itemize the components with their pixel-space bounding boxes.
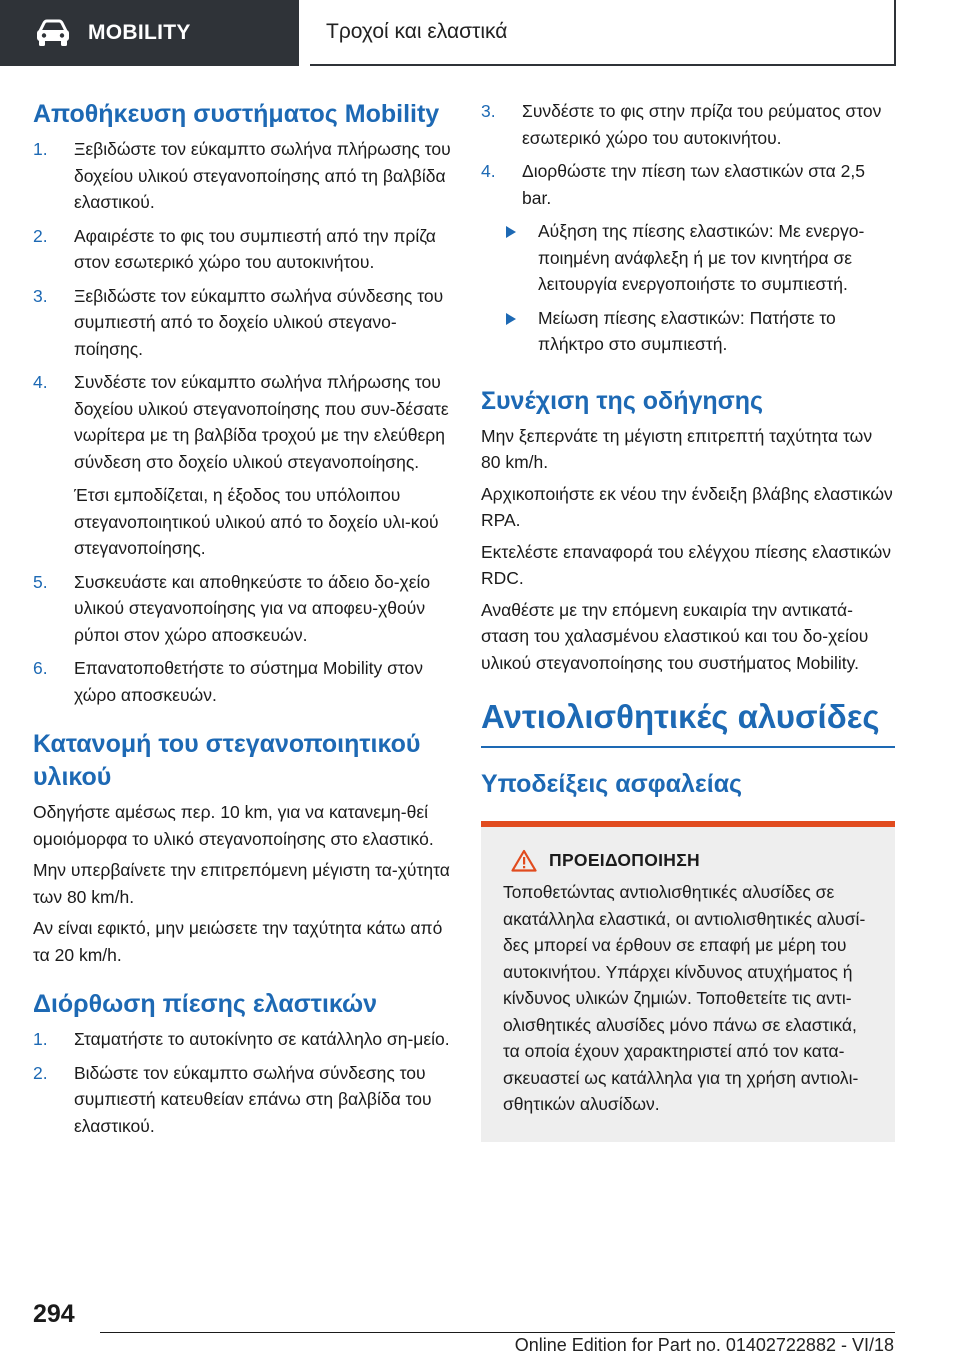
pressure-substeps (481, 218, 895, 358)
step-text: Συνδέστε τον εύκαμπτο σωλήνα πλήρωσης του δοχείου υλικού στεγανοποίησης που συν‐δέσατε νωρίτερα με τη βαλβίδα τροχού με την ελεύθερη σύνδεση στο δοχείο υλικού στεγανοποίησης. (74, 372, 449, 472)
step-number: 2. (33, 225, 48, 246)
pressure-steps-continued (481, 98, 895, 211)
warning-title: ΠΡΟΕΙΔΟΠΟΙΗΣΗ (549, 850, 700, 870)
list-item (481, 98, 895, 151)
substep-text: Μείωση πίεσης ελαστικών: Πατήστε το πλήκτρο στο συμπιεστή. (538, 307, 836, 354)
right-column (481, 98, 895, 1142)
step-text: Ξεβιδώστε τον εύκαμπτο σωλήνα σύνδεσης του συμπιεστή από το δοχείο υλικού στεγανο‐ποίησης. (74, 285, 444, 359)
chapter-title: Τροχοί και ελαστικά (326, 20, 508, 43)
section-title-storage: Αποθήκευση συστήματος Mobility (33, 100, 440, 128)
footer-edition: Online Edition for Part no. 01402722882 - VI/18 (514, 1335, 894, 1355)
warning-triangle-icon (511, 849, 537, 872)
chapter-heading-chains: Αντιολισθητικές αλυσίδες (481, 698, 880, 735)
step-text: Συνδέστε το φις στην πρίζα του ρεύματος στον εσωτερικό χώρο του αυτοκινήτου. (522, 101, 882, 148)
storage-steps (33, 136, 451, 475)
step-text: Διορθώστε την πίεση των ελαστικών στα 2,5 bar. (522, 161, 865, 208)
triangle-bullet-icon (506, 226, 516, 238)
step-number: 1. (33, 1029, 48, 1049)
paragraph: Οδηγήστε αμέσως περ. 10 km, για να κατανεμη‐θεί ομοιόμορφα το υλικό στεγανοποίησης στο ελαστικό. (33, 802, 434, 849)
paragraph: Αν είναι εφικτό, μην μειώσετε την ταχύτητα κάτω από τα 20 km/h. (33, 918, 443, 965)
step-number: 3. (481, 101, 496, 121)
paragraph: Μην υπερβαίνετε την επιτρεπόμενη μέγιστη τα‐χύτητα των 80 km/h. (33, 860, 450, 907)
pressure-steps (33, 1026, 451, 1139)
section-title-pressure: Διόρθωση πίεσης ελαστικών (33, 990, 378, 1018)
warning-text: Τοποθετώντας αντιολισθητικές αλυσίδες σε ακατάλληλα ελαστικά, οι αντιολισθητικές αλυσί‐δες μπορεί να έρθουν σε επαφή με μέρη του αυτοκινήτου. Υπάρχει κίνδυνος ατυχήματος ή κίνδυνος υλικών ζημιών. Τοποθετείτε τις αντι‐ολισθητικές αλυσίδες μόνο πάνω σε ελαστικά, τα οποία έχουν χαρακτηριστεί από τον κατα‐σκευαστεί ως κατάλληλα για τη χρήση αντιολι‐σθητικών αλυσίδων. (503, 882, 866, 1114)
warning-box (481, 821, 895, 1142)
step-text: Σταματήστε το αυτοκίνητο σε κατάλληλο ση‐μείο. (74, 1029, 450, 1049)
step-text: Συσκευάστε και αποθηκεύστε το άδειο δο‐χείο υλικού στεγανοποίησης για να αποφευ‐χθούν ρύποι στον χώρο αποσκευών. (74, 571, 431, 645)
car-icon (34, 18, 72, 48)
step-number: 5. (33, 571, 48, 592)
triangle-bullet-icon (506, 313, 516, 325)
paragraph: Αναθέστε με την επόμενη ευκαιρία την αντικατά‐σταση του χαλασμένου ελαστικού και του δο‐χείου υλικού στεγανοποίησης του συστήματος Mobility. (481, 599, 869, 673)
paragraph: Μην ξεπερνάτε τη μέγιστη επιτρεπτή ταχύτητα των 80 km/h. (481, 425, 873, 472)
step-text: Βιδώστε τον εύκαμπτο σωλήνα σύνδεσης του συμπιεστή κατευθείαν επάνω στη βαλβίδα του ελαστικού. (74, 1062, 432, 1136)
step-text: Ξεβιδώστε τον εύκαμπτο σωλήνα πλήρωσης του δοχείου υλικού στεγανοποίησης από τη βαλβίδα ελαστικού. (74, 139, 451, 212)
list-item (33, 655, 451, 708)
mobility-tab-label: MOBILITY (88, 21, 191, 44)
paragraph: Εκτελέστε επαναφορά του ελέγχου πίεσης ελαστικών RDC. (481, 541, 892, 588)
section-title-distribution: Κατανομή του στεγανοποιητικού υλικού (33, 730, 421, 791)
step-number: 6. (33, 658, 48, 678)
list-item (33, 136, 451, 216)
step-number: 4. (481, 161, 496, 181)
step-number: 3. (33, 285, 48, 306)
list-item (481, 305, 895, 358)
page-number: 294 (33, 1300, 75, 1328)
warning-header (503, 849, 873, 872)
section-title-continue: Συνέχιση της οδήγησης (481, 386, 764, 415)
chapter-title-tab (310, 0, 896, 66)
left-column (33, 98, 451, 1146)
step-number: 2. (33, 1062, 48, 1083)
storage-steps-continued (33, 569, 451, 709)
step-text: Επανατοποθετήστε το σύστημα Mobility στον χώρο αποσκευών. (74, 658, 424, 705)
list-item (481, 218, 895, 298)
step-number: 1. (33, 139, 48, 159)
paragraph: Αρχικοποιήστε εκ νέου την ένδειξη βλάβης ελαστικών RPA. (481, 483, 893, 530)
step-note: Έτσι εμποδίζεται, η έξοδος του υπόλοιπου στεγανοποιητικού υλικού από το δοχείο υλι‐κού στεγανοποίησης. (74, 485, 439, 558)
footer-rule (100, 1332, 895, 1333)
substep-text: Αύξηση της πίεσης ελαστικών: Με ενεργο‐ποιημένη ανάφλεξη ή με τον κινητήρα σε λειτουργία ενεργοποιήστε το συμπιεστή. (538, 221, 865, 294)
section-title-safety: Υποδείξεις ασφαλείας (481, 770, 743, 798)
list-item (33, 1060, 451, 1140)
step-text: Αφαιρέστε το φις του συμπιεστή από την πρίζα στον εσωτερικό χώρο του αυτοκινήτου. (74, 225, 436, 272)
list-item (33, 569, 451, 649)
chapter-tab-mobility[interactable] (0, 0, 299, 66)
list-item (33, 283, 451, 363)
list-item (33, 1026, 451, 1053)
list-item (33, 369, 451, 475)
list-item (481, 158, 895, 211)
page-header (0, 0, 960, 66)
step-number: 4. (33, 372, 48, 392)
list-item (33, 223, 451, 276)
